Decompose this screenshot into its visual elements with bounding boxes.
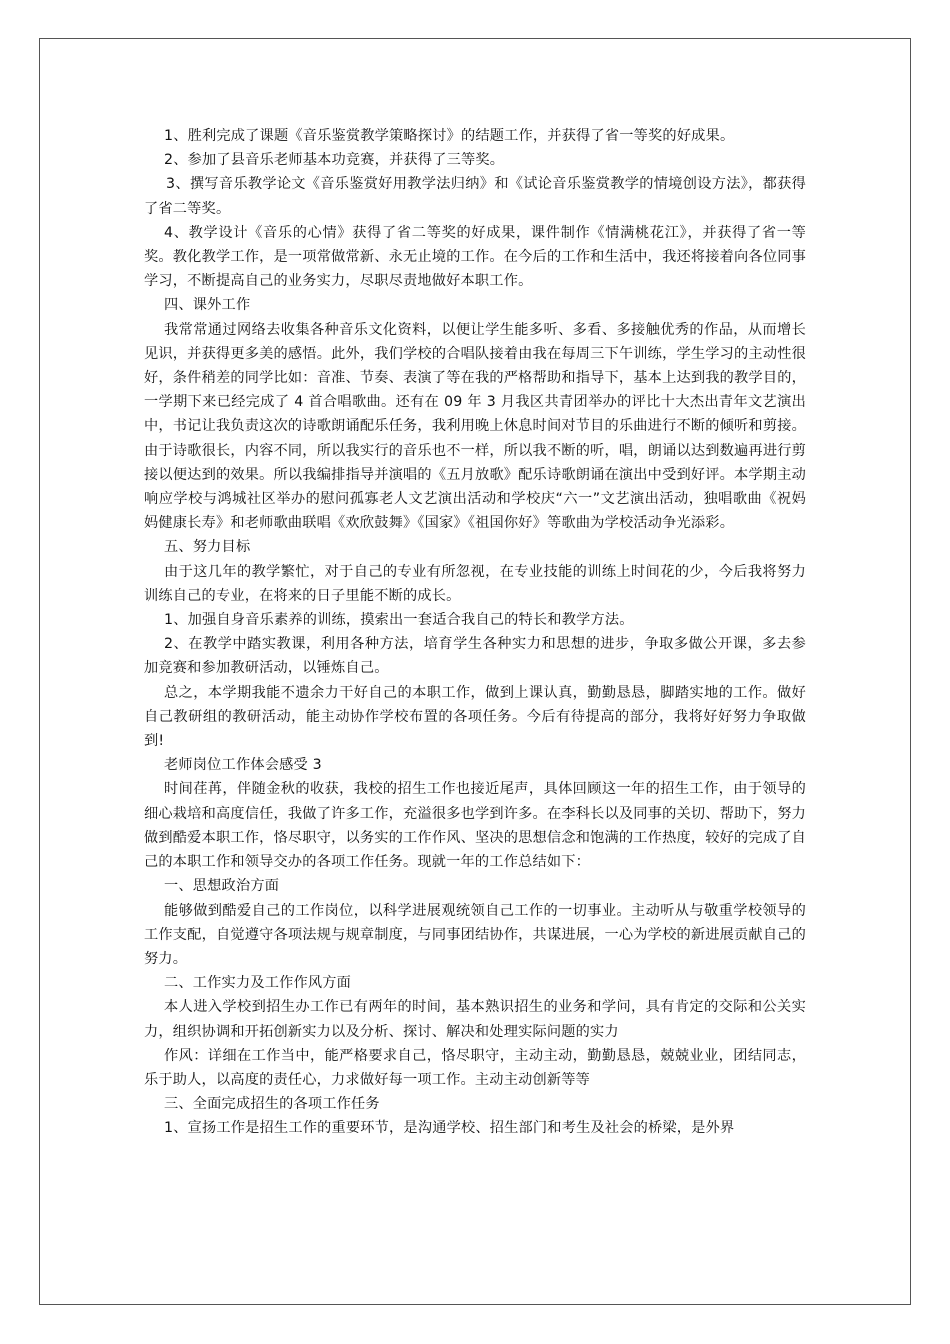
paragraph: 2、在教学中踏实教课，利用各种方法，培育学生各种实力和思想的进步，争取多做公开课，多去参加竞赛和参加教研活动，以锤炼自己。 bbox=[144, 636, 806, 677]
paragraph: 2、参加了县音乐老师基本功竞赛，并获得了三等奖。 bbox=[164, 152, 505, 169]
paragraph: 由于这几年的教学繁忙，对于自己的专业有所忽视，在专业技能的训练上时间花的少，今后我将努力训练自己的专业，在将来的日子里能不断的成长。 bbox=[144, 563, 806, 604]
paragraph: 时间荏苒，伴随金秋的收获，我校的招生工作也接近尾声，具体回顾这一年的招生工作，由于领导的细心栽培和高度信任，我做了许多工作，充溢很多也学到许多。在李科长以及同事的关切、帮助下，努力做到酷爱本职工作，恪尽职守，以务实的工作作风、坚决的思想信念和饱满的工作热度，较好的完成了自己的本职工作和领导交办的各项工作任务。现就一年的工作总结如下： bbox=[144, 781, 806, 871]
paragraph: 我常常通过网络去收集各种音乐文化资料，以便让学生能多听、多看、多接触优秀的作品，从而增长见识，并获得更多美的感悟。此外，我们学校的合唱队接着由我在每周三下午训练，学生学习的主动性很好，条件稍差的同学比如：音准、节奏、表演了等在我的严格帮助和指导下，基本上达到我的教学目的，一学期下来已经完成了 4 首合唱歌曲。还有在 09 年 3 月我区共青团举办的评比十大杰出青年文艺演出中，书记让我负责这次的诗歌朗诵配乐任务，我利用晚上休息时间对节目的乐曲进行不断的倾听和剪接。由于诗歌很长，内容不同，所以我实行的音乐也不一样，所以我不断的听，唱，朗诵以达到数遍再进行剪接以便达到的效果。所以我编排指导并演唱的《五月放歌》配乐诗歌朗诵在演出中受到好评。本学期主动响应学校与鸿城社区举办的慰问孤寡老人文艺演出活动和学校庆“六一”文艺演出活动，独唱歌曲《祝妈妈健康长寿》和老师歌曲联唱《欢欣鼓舞》《国家》《祖国你好》等歌曲为学校活动争光添彩。 bbox=[144, 321, 806, 532]
paragraph: 本人进入学校到招生办工作已有两年的时间，基本熟识招生的业务和学问，具有肯定的交际和公关实力，组织协调和开拓创新实力以及分析、探讨、解决和处理实际问题的实力 bbox=[144, 999, 806, 1040]
section-heading: 一、思想政治方面 bbox=[164, 878, 280, 895]
paragraph: 1、加强自身音乐素养的训练，摸索出一套适合我自己的特长和教学方法。 bbox=[164, 612, 634, 629]
paragraph: 作风：详细在工作当中，能严格要求自己，恪尽职守，主动主动，勤勤恳恳，兢兢业业，团结同志，乐于助人，以高度的责任心，力求做好每一项工作。主动主动创新等等 bbox=[144, 1047, 806, 1088]
section-heading: 三、全面完成招生的各项工作任务 bbox=[164, 1096, 380, 1113]
document-body bbox=[144, 124, 806, 1141]
section-heading: 四、课外工作 bbox=[164, 297, 251, 314]
paragraph: 3、撰写音乐教学论文《音乐鉴赏好用教学法归纳》和《试论音乐鉴赏教学的情境创设方法》，都获得了省二等奖。 bbox=[144, 176, 806, 217]
document-title: 老师岗位工作体会感受 3 bbox=[164, 757, 322, 774]
paragraph: 能够做到酷爱自己的工作岗位，以科学进展观统领自己工作的一切事业。主动听从与敬重学校领导的工作支配，自觉遵守各项法规与规章制度，与同事团结协作，共谋进展，一心为学校的新进展贡献自己的努力。 bbox=[144, 902, 806, 967]
paragraph: 总之，本学期我能不遗余力干好自己的本职工作，做到上课认真，勤勤恳恳，脚踏实地的工作。做好自己教研组的教研活动，能主动协作学校布置的各项任务。今后有待提高的部分，我将好好努力争取做到! bbox=[144, 684, 806, 750]
paragraph: 1、胜利完成了课题《音乐鉴赏教学策略探讨》的结题工作，并获得了省一等奖的好成果。 bbox=[164, 128, 735, 144]
section-heading: 五、努力目标 bbox=[164, 539, 251, 556]
section-heading: 二、工作实力及工作作风方面 bbox=[164, 975, 352, 992]
paragraph: 4、教学设计《音乐的心情》获得了省二等奖的好成果，课件制作《情满桃花江》，并获得了省一等奖。教化教学工作，是一项常做常新、永无止境的工作。在今后的工作和生活中，我还将接着向各位同事学习，不断提高自己的业务实力，尽职尽责地做好本职工作。 bbox=[144, 224, 806, 290]
paragraph: 1、宣扬工作是招生工作的重要环节，是沟通学校、招生部门和考生及社会的桥梁，是外界 bbox=[164, 1120, 735, 1137]
